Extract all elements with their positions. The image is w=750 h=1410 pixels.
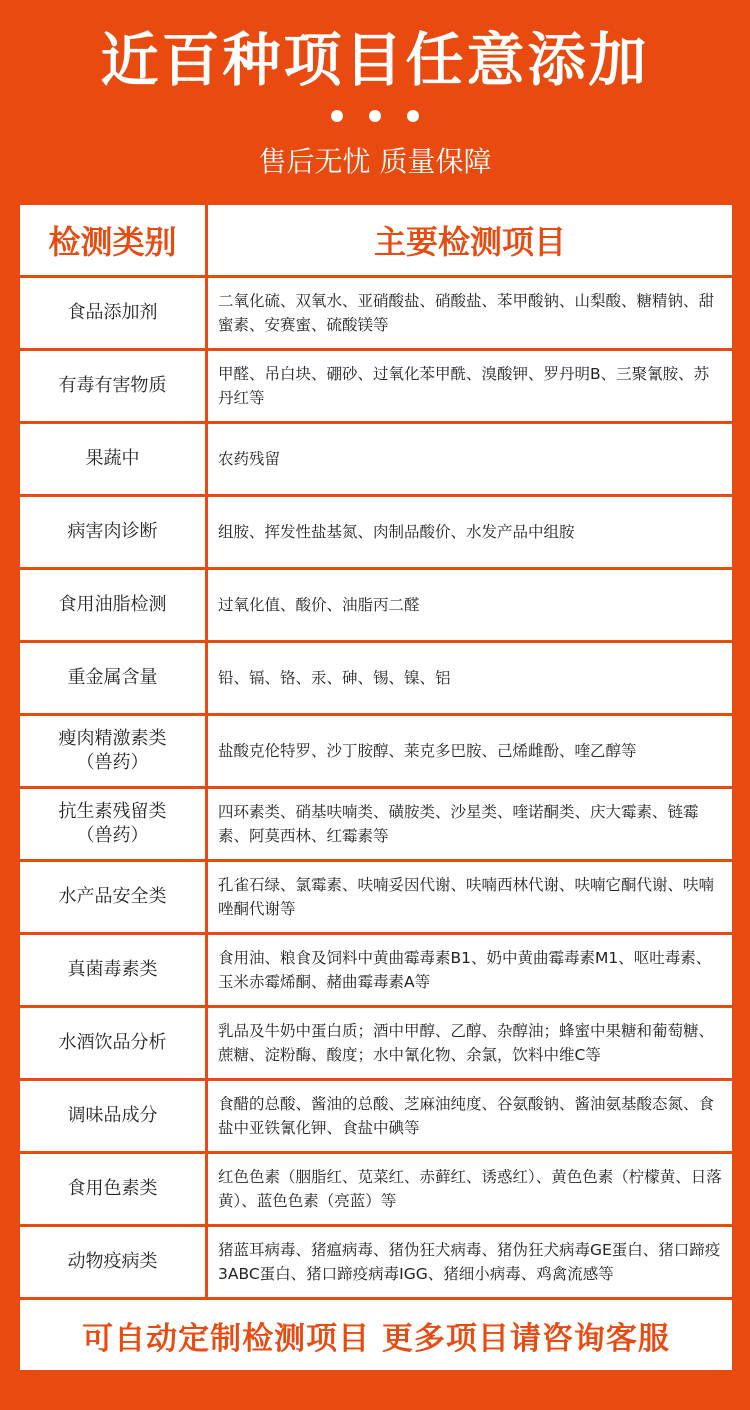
row-category: 重金属含量	[20, 643, 205, 713]
row-category: 果蔬中	[20, 424, 205, 494]
table-row	[20, 716, 732, 786]
table-row	[20, 789, 732, 859]
header-category-cell	[20, 205, 205, 275]
table-row	[20, 1008, 732, 1078]
row-category: 水酒饮品分析	[20, 1008, 205, 1078]
header-items: 主要检测项目	[373, 223, 566, 261]
page-title: 近百种项目任意添加	[100, 26, 650, 94]
row-items: 乳品及牛奶中蛋白质；酒中甲醇、乙醇、杂醇油；蜂蜜中果糖和葡萄糖、蔗糖、淀粉酶、酸度；水中氰化物、余氯，饮料中维C等	[208, 1008, 732, 1078]
row-items: 孔雀石绿、氯霉素、呋喃妥因代谢、呋喃西林代谢、呋喃它酮代谢、呋喃唑酮代谢等	[208, 862, 732, 932]
table-row	[20, 351, 732, 421]
row-category-text: 抗生素残留类（兽药）	[58, 801, 167, 846]
table-row	[20, 935, 732, 1005]
dot-icon	[331, 110, 343, 122]
row-category: 食用油脂检测	[20, 570, 205, 640]
page-subtitle: 售后无忧 质量保障	[258, 145, 492, 178]
row-category: 动物疫病类	[20, 1227, 205, 1297]
row-items: 甲醛、吊白块、硼砂、过氧化苯甲酰、溴酸钾、罗丹明B、三聚氰胺、苏丹红等	[208, 351, 732, 421]
footer-banner: 可自动定制检测项目 更多项目请咨询客服	[20, 1300, 732, 1370]
table-row	[20, 862, 732, 932]
row-category	[20, 789, 205, 859]
table-row	[20, 643, 732, 713]
table-row	[20, 424, 732, 494]
row-category: 调味品成分	[20, 1081, 205, 1151]
row-items: 组胺、挥发性盐基氮、肉制品酸价、水发产品中组胺	[208, 497, 732, 567]
row-items: 农药残留	[208, 424, 732, 494]
row-items: 猪蓝耳病毒、猪瘟病毒、猪伪狂犬病毒、猪伪狂犬病毒GE蛋白、猪口蹄疫3ABC蛋白、猪口蹄疫病毒IGG、猪细小病毒、鸡禽流感等	[208, 1227, 732, 1297]
table-row	[20, 1227, 732, 1297]
row-category: 真菌毒素类	[20, 935, 205, 1005]
row-category: 病害肉诊断	[20, 497, 205, 567]
row-items: 四环素类、硝基呋喃类、磺胺类、沙星类、喹诺酮类、庆大霉素、链霉素、阿莫西林、红霉素等	[208, 789, 732, 859]
row-items: 盐酸克伦特罗、沙丁胺醇、莱克多巴胺、己烯雌酚、喹乙醇等	[208, 716, 732, 786]
row-items: 红色色素（胭脂红、苋菜红、赤藓红、诱惑红）、黄色色素（柠檬黄、日落黄）、蓝色色素（亮蓝）等	[208, 1154, 732, 1224]
row-items: 食用油、粮食及饲料中黄曲霉毒素B1、奶中黄曲霉毒素M1、呕吐毒素、玉米赤霉烯酮、赭曲霉毒素A等	[208, 935, 732, 1005]
row-category-text: 瘦肉精激素类（兽药）	[58, 728, 167, 773]
decorative-dots	[0, 110, 750, 122]
table-row	[20, 497, 732, 567]
table-row	[20, 570, 732, 640]
row-items: 二氧化硫、双氧水、亚硝酸盐、硝酸盐、苯甲酸钠、山梨酸、糖精钠、甜蜜素、安赛蜜、硫酸镁等	[208, 278, 732, 348]
row-category: 食品添加剂	[20, 278, 205, 348]
row-category: 水产品安全类	[20, 862, 205, 932]
dot-icon	[407, 110, 419, 122]
table-row	[20, 1081, 732, 1151]
row-items: 铅、镉、铬、汞、砷、锡、镍、铝	[208, 643, 732, 713]
inspection-table	[20, 205, 732, 1373]
table-row	[20, 278, 732, 348]
row-items: 食醋的总酸、酱油的总酸、芝麻油纯度、谷氨酸钠、酱油氨基酸态氮、食盐中亚铁氰化钾、食盐中碘等	[208, 1081, 732, 1151]
header-category: 检测类别	[48, 223, 177, 261]
dot-icon	[369, 110, 381, 122]
row-category: 食用色素类	[20, 1154, 205, 1224]
row-category	[20, 716, 205, 786]
header-items-cell	[208, 205, 732, 275]
table-row	[20, 1154, 732, 1224]
row-items: 过氧化值、酸价、油脂丙二醛	[208, 570, 732, 640]
row-category: 有毒有害物质	[20, 351, 205, 421]
table-header-row	[20, 205, 732, 275]
